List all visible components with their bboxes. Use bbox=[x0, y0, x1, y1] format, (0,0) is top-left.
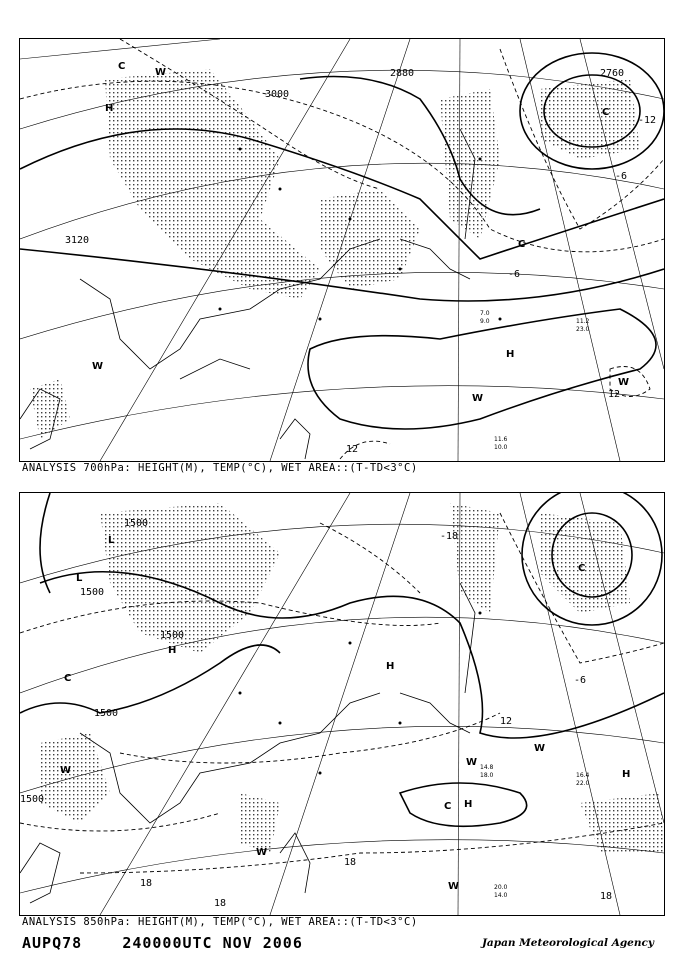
obs-value: 11.6 bbox=[494, 436, 508, 443]
high-center-label: H bbox=[386, 661, 395, 672]
warm-center-label: W bbox=[534, 743, 546, 754]
cold-center-label: C bbox=[444, 801, 452, 812]
high-center-label: H bbox=[464, 799, 473, 810]
obs-value: 9.0 bbox=[480, 318, 490, 325]
chart-850hpa-panel bbox=[19, 492, 665, 916]
height-label: 3000 bbox=[265, 89, 290, 100]
obs-value: 16.4 bbox=[576, 772, 590, 779]
cold-center-label: C bbox=[602, 107, 610, 118]
bulletin-header bbox=[22, 934, 303, 952]
height-label: 1500 bbox=[94, 708, 119, 719]
cold-center-label: C bbox=[518, 239, 526, 250]
obs-value: 14.0 bbox=[494, 892, 508, 899]
agency-credit: Japan Meteorological Agency bbox=[481, 937, 654, 949]
high-center-label: H bbox=[105, 103, 114, 114]
height-label: 1500 bbox=[80, 587, 105, 598]
height-label: 3120 bbox=[65, 235, 90, 246]
obs-value: 10.0 bbox=[494, 444, 508, 451]
low-center-label: L bbox=[76, 573, 83, 584]
wet-area-shading bbox=[30, 69, 640, 439]
temp-label: 12 bbox=[346, 444, 359, 455]
cold-center-label: C bbox=[578, 563, 586, 574]
temp-label: 12 bbox=[500, 716, 513, 727]
obs-value: 11.2 bbox=[576, 318, 590, 325]
obs-value: 18.0 bbox=[480, 772, 494, 779]
temp-label: 18 bbox=[140, 878, 153, 889]
height-label: 2880 bbox=[390, 68, 415, 79]
warm-center-label: W bbox=[448, 881, 460, 892]
station-plots bbox=[239, 612, 482, 775]
temp-label: 18 bbox=[600, 891, 613, 902]
bulletin-datetime: 240000UTC NOV 2006 bbox=[122, 934, 303, 952]
chart-700hpa-map bbox=[20, 39, 664, 461]
temp-label: 12 bbox=[608, 389, 621, 400]
height-label: 1500 bbox=[20, 794, 45, 805]
obs-value: 7.0 bbox=[480, 310, 490, 317]
cold-center-label: C bbox=[118, 61, 126, 72]
warm-center-label: W bbox=[92, 361, 104, 372]
low-center-label: L bbox=[108, 535, 115, 546]
temp-label: -18 bbox=[440, 531, 459, 542]
warm-center-label: W bbox=[618, 377, 630, 388]
temp-label: -12 bbox=[638, 115, 657, 126]
obs-value: 22.0 bbox=[576, 780, 590, 787]
warm-center-label: W bbox=[60, 765, 72, 776]
warm-center-label: W bbox=[155, 67, 167, 78]
temp-label: 18 bbox=[214, 898, 227, 909]
high-center-label: H bbox=[168, 645, 177, 656]
height-label: 2760 bbox=[600, 68, 625, 79]
temp-label: -6 bbox=[574, 675, 587, 686]
chart-700hpa-panel bbox=[19, 38, 665, 462]
chart-700hpa-caption: ANALYSIS 700hPa: HEIGHT(M), TEMP(°C), WET AREA::(T-TD<3°C) bbox=[22, 462, 418, 474]
obs-value: 20.0 bbox=[494, 884, 508, 891]
height-label: 1500 bbox=[124, 518, 149, 529]
bulletin-code: AUPQ78 bbox=[22, 934, 83, 952]
temp-label: -6 bbox=[508, 269, 521, 280]
warm-center-label: W bbox=[472, 393, 484, 404]
temp-label: 18 bbox=[344, 857, 357, 868]
height-label: 1500 bbox=[160, 630, 185, 641]
high-center-label: H bbox=[622, 769, 631, 780]
high-center-label: H bbox=[506, 349, 515, 360]
warm-center-label: W bbox=[466, 757, 478, 768]
cold-center-label: C bbox=[64, 673, 72, 684]
obs-value: 23.0 bbox=[576, 326, 590, 333]
chart-850hpa-map bbox=[20, 493, 664, 915]
wet-area-shading bbox=[40, 503, 664, 853]
chart-850hpa-caption: ANALYSIS 850hPa: HEIGHT(M), TEMP(°C), WET AREA::(T-TD<3°C) bbox=[22, 916, 418, 928]
temp-label: -6 bbox=[615, 171, 628, 182]
obs-value: 14.8 bbox=[480, 764, 494, 771]
warm-center-label: W bbox=[256, 847, 268, 858]
